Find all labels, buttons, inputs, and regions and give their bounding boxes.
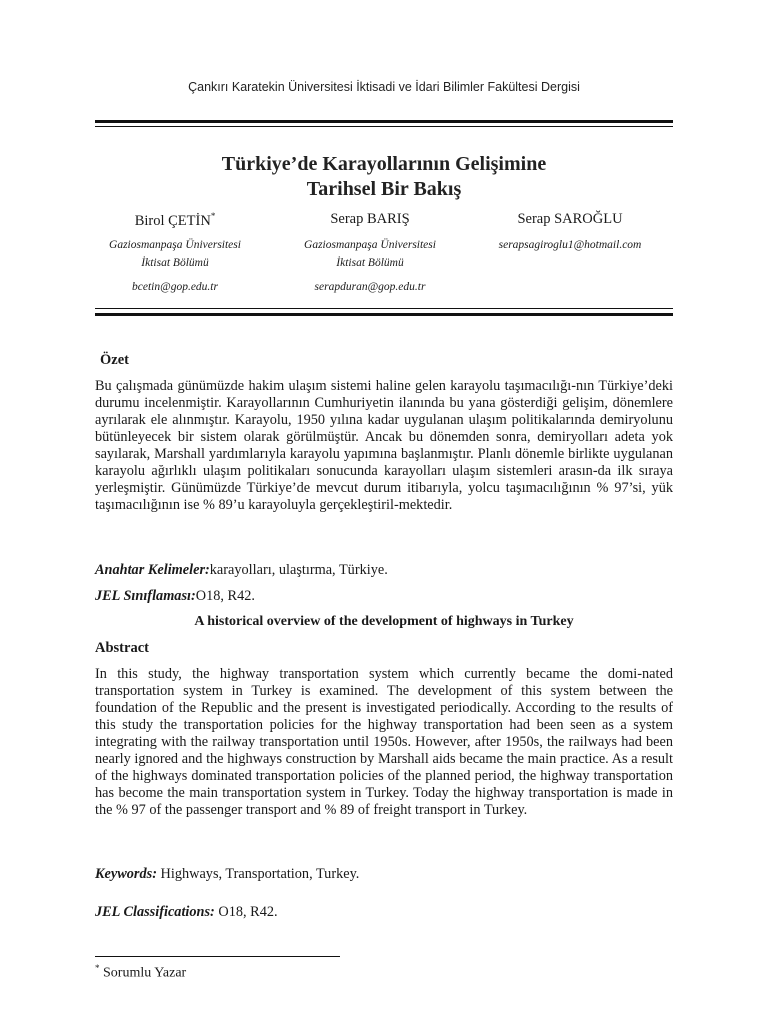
footnote-text: Sorumlu Yazar [103,965,187,981]
bottom-rule-thin [95,308,673,309]
paper-title [0,152,768,202]
top-rule-thin [95,126,673,127]
english-keywords [95,866,673,883]
author-1-university: Gaziosmanpaşa Üniversitesi [109,239,241,251]
footnote-mark: * [95,963,100,973]
abstract-text: In this study, the highway transportation system which currently became the domi-nated transportation system in Turkey is examined. The development of this system between the foundation of the Republic and the present is investigated periodically. According to the results of this study the transportation policies for the highway transportation had been seen as a system integrating with the railway transportation until 1950s. However, after 1950s, the railways had been nearly ignored and the highways construction by Marshall aids became the main practice. As a result of the highways dominated transportation policies of the planned period, the highway transportation has become the main transportation system in Turkey. Today the highway transportation is made in the % 97 of the passenger transport and % 89 of freight transport in Turkey. [95,666,673,818]
author-1-mark: * [210,211,216,221]
author-3-name: Serap SAROĞLU [517,211,623,227]
ozet-jel [95,588,673,605]
author-2-email: serapduran@gop.edu.tr [314,281,426,293]
author-2-department: İktisat Bölümü [336,257,404,269]
author-1-email: bcetin@gop.edu.tr [132,281,218,293]
ozet-keywords-value: karayolları, ulaştırma, Türkiye. [209,562,388,578]
english-jel [95,904,673,921]
author-3 [480,211,660,228]
bottom-rule-thick [95,313,673,316]
author-1-department: İktisat Bölümü [141,257,209,269]
abstract-heading: Abstract [95,640,149,656]
top-rule-thick [95,120,673,123]
footnote [95,963,186,982]
author-1 [95,211,255,230]
author-3-email: serapsagiroglu1@hotmail.com [498,239,642,251]
author-2 [290,211,450,228]
ozet-jel-label: JEL Sınıflaması: [95,588,196,604]
ozet-heading: Özet [100,352,129,368]
english-jel-value: O18, R42. [218,904,278,920]
title-line-2: Tarihsel Bir Bakış [306,178,462,200]
ozet-text: Bu çalışmada günümüzde hakim ulaşım sistemi haline gelen karayolu taşımacılığı-nın Türkiye’deki durumu incelenmiştir. Karayollarının Cumhuriyetin ilanında bu yana gösterdiği gelişim, dönemlere ayrılarak ele alınmıştır. Karayolu, 1950 yılına kadar uygulanan ulaşım politikalarında demiryolunu bütünleyecek bir sistem olarak görülmüştür. Ancak bu dönemden sonra, demiryolları adeta yok sayılarak, Marshall yardımlarıyla karayolu yapımına başlanmıştır. Planlı dönemle birlikte uygulanan karayolu ağırlıklı ulaşım politikaları sonucunda karayolları ulaşım sistemleri arasın-da ilk sıraya yerleşmiştir. Günümüzde Türkiye’de mevcut durum itibarıyla, yolcu taşımacılığının % 97’si, yük taşımacılığının ise % 89’u karayoluyla gerçekleştiril-mektedir. [95,378,673,513]
ozet-keywords [95,562,673,579]
author-1-name: Birol ÇETİN [134,212,211,229]
title-line-1: Türkiye’de Karayollarının Gelişimine [221,153,547,175]
english-title: A historical overview of the development of highways in Turkey [194,614,574,629]
footnote-rule [95,956,340,957]
english-keywords-label: Keywords: [95,866,157,882]
author-1-affiliation [80,236,270,272]
journal-header: Çankırı Karatekin Üniversitesi İktisadi ve İdari Bilimler Fakültesi Dergisi [188,80,580,94]
english-jel-label: JEL Classifications: [95,904,215,920]
author-2-university: Gaziosmanpaşa Üniversitesi [304,239,436,251]
english-keywords-value: Highways, Transportation, Turkey. [160,866,360,882]
ozet-jel-value: O18, R42. [195,588,255,604]
author-2-name: Serap BARIŞ [330,211,410,227]
author-2-affiliation [273,236,467,272]
ozet-keywords-label: Anahtar Kelimeler: [95,562,210,578]
